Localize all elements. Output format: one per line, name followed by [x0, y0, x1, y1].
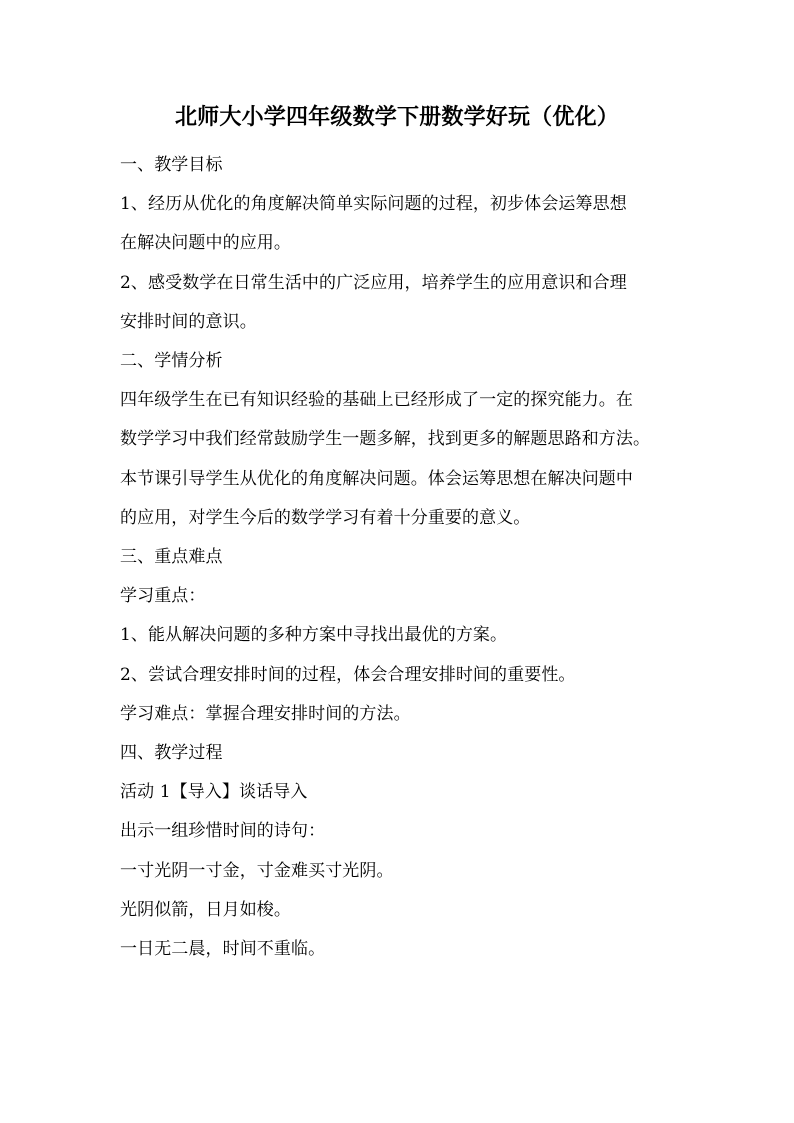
poem-intro: 出示一组珍惜时间的诗句： [120, 821, 326, 842]
analysis-line-4: 的应用，对学生今后的数学学习有着十分重要的意义。 [120, 507, 531, 528]
document-body [120, 146, 686, 969]
section-heading-student-analysis: 二、学情分析 [120, 351, 223, 372]
goal-1-line-2: 在解决问题中的应用。 [120, 233, 291, 254]
key-point-1: 1、能从解决问题的多种方案中寻找出最优的方案。 [120, 625, 508, 646]
analysis-line-2: 数学学习中我们经常鼓励学生一题多解，找到更多的解题思路和方法。 [120, 429, 651, 450]
goal-1-line-1: 1、经历从优化的角度解决简单实际问题的过程，初步体会运筹思想 [120, 194, 627, 215]
poem-line-2: 光阴似箭，日月如梭。 [120, 899, 291, 920]
activity-1-heading: 活动 1【导入】谈话导入 [120, 782, 308, 803]
poem-line-1: 一寸光阴一寸金，寸金难买寸光阴。 [120, 860, 394, 881]
key-point-2: 2、尝试合理安排时间的过程，体会合理安排时间的重要性。 [120, 664, 576, 685]
section-heading-teaching-process: 四、教学过程 [120, 743, 223, 764]
goal-2-line-2: 安排时间的意识。 [120, 311, 257, 332]
key-points-label: 学习重点： [120, 586, 206, 607]
analysis-line-3: 本节课引导学生从优化的角度解决问题。体会运筹思想在解决问题中 [120, 468, 633, 489]
analysis-line-1: 四年级学生在已有知识经验的基础上已经形成了一定的探究能力。在 [120, 390, 633, 411]
goal-2-line-1: 2、感受数学在日常生活中的广泛应用，培养学生的应用意识和合理 [120, 272, 627, 293]
section-heading-teaching-goals: 一、教学目标 [120, 155, 223, 175]
difficulty-point: 学习难点：掌握合理安排时间的方法。 [120, 703, 411, 724]
poem-line-3: 一日无二晨，时间不重临。 [120, 939, 326, 960]
document-title: 北师大小学四年级数学下册数学好玩（优化） [174, 104, 619, 130]
section-heading-key-points: 三、重点难点 [120, 547, 223, 568]
